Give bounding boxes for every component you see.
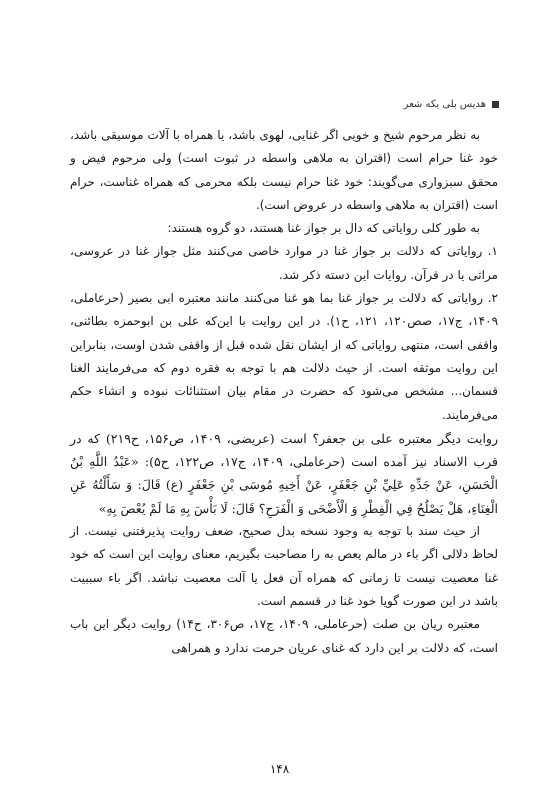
paragraph-2: به طور کلی روایاتی که دال بر جواز غنا هستند، دو گروه هستند:	[167, 221, 480, 236]
paragraph-1: به نظر مرحوم شیخ و خویی اگر غنایی، لهوی باشد، یا همراه با آلات موسیقی باشد، خود غنا حرام است (اقتران به ملاهی واسطه در ثبوت است) ولی مرحوم فیض و محقق سبزواری می‌گویند: خود غنا حرام نیست بلکه محرمی که همراه غناست، حرام است (اقتران به ملاهی واسطه در عروض است).	[70, 128, 498, 212]
paragraph-5: روایت دیگر معتبره علی بن جعفر؟ است (عریضی، ۱۴۰۹، ص۱۵۶، ح۲۱۹) که در قرب الاسناد نیز آمده است (حرعاملی، ۱۴۰۹، ج۱۷، ص۱۲۲، ح۵): «عَبْدُ اللَّهِ بْنُ الْحَسَنِ، عَنْ جَدِّهِ عَلِيِّ بْنِ جَعْفَرٍ، عَنْ أَخِيهِ مُوسَى بْنِ جَعْفَرٍ (ع) قَالَ: وَ سَأَلْتُهُ عَنِ الْغِنَاءِ، هَلْ يَصْلُحُ فِي الْفِطْرِ وَ الْأَضْحَى وَ الْفَرَحِ؟ قَالَ: لَا بَأْسَ بِهِ مَا لَمْ يُعْصَ بِهِ»	[70, 430, 499, 516]
running-header	[60, 96, 499, 112]
paragraph-4: ۲. روایاتی که دلالت بر جواز غنا بما هو غنا می‌کنند مانند معتبره ابی بصیر (حرعاملی، ۱۴۰۹، ج۱۷، صص۱۲۰، ۱۲۱، ح۱). در این روایت با این‌که علی بن ابوحمزه بطائنی، واقفی است، منتهی روایاتی که از ایشان نقل شده قبل از واقفی شدن اوست، بنابراین این روایت موثقه است. از حیث دلالت هم با توجه به فقره دوم که می‌فرمایند الغنا قسمان... مشخص می‌شود که حضرت در مقام بیان استثنائات نبوده و انشاء حکم می‌فرمایند.	[70, 291, 499, 422]
running-title: هدیس بلی یکه شعر	[403, 98, 486, 110]
paragraph-3: ۱. روایاتی که دلالت بر جواز غنا در موارد خاصی می‌کنند مثل جواز غنا در عروسی، مراثی یا در قرآن. روایات این دسته ذکر شد.	[70, 244, 498, 282]
paragraph-6: از حیث سند با توجه به وجود نسخه بدل صحیح، ضعف روایت پذیرفتنی نیست. از لحاظ دلالی اگر باء در مالم یعص به را مصاحبت بگیریم، معنای روایت این است که خود غنا معصیت نیست تا زمانی که همراه آن فعل یا آلت معصیت نباشد. اگر باء سببیت باشد در این صورت گویا خود غنا در قسمم است.	[70, 524, 498, 608]
header-marker-icon	[492, 101, 499, 108]
paragraph-7: معتبره ریان بن صلت (حرعاملی، ۱۴۰۹، ج۱۷، ص۳۰۶، ح۱۴) روایت دیگر این باب است، که دلالت بر این دارد که غنای عریان حرمت ندارد و همراهی	[70, 617, 498, 655]
body-text	[70, 124, 498, 660]
page-number: ۱۴۸	[269, 762, 290, 776]
